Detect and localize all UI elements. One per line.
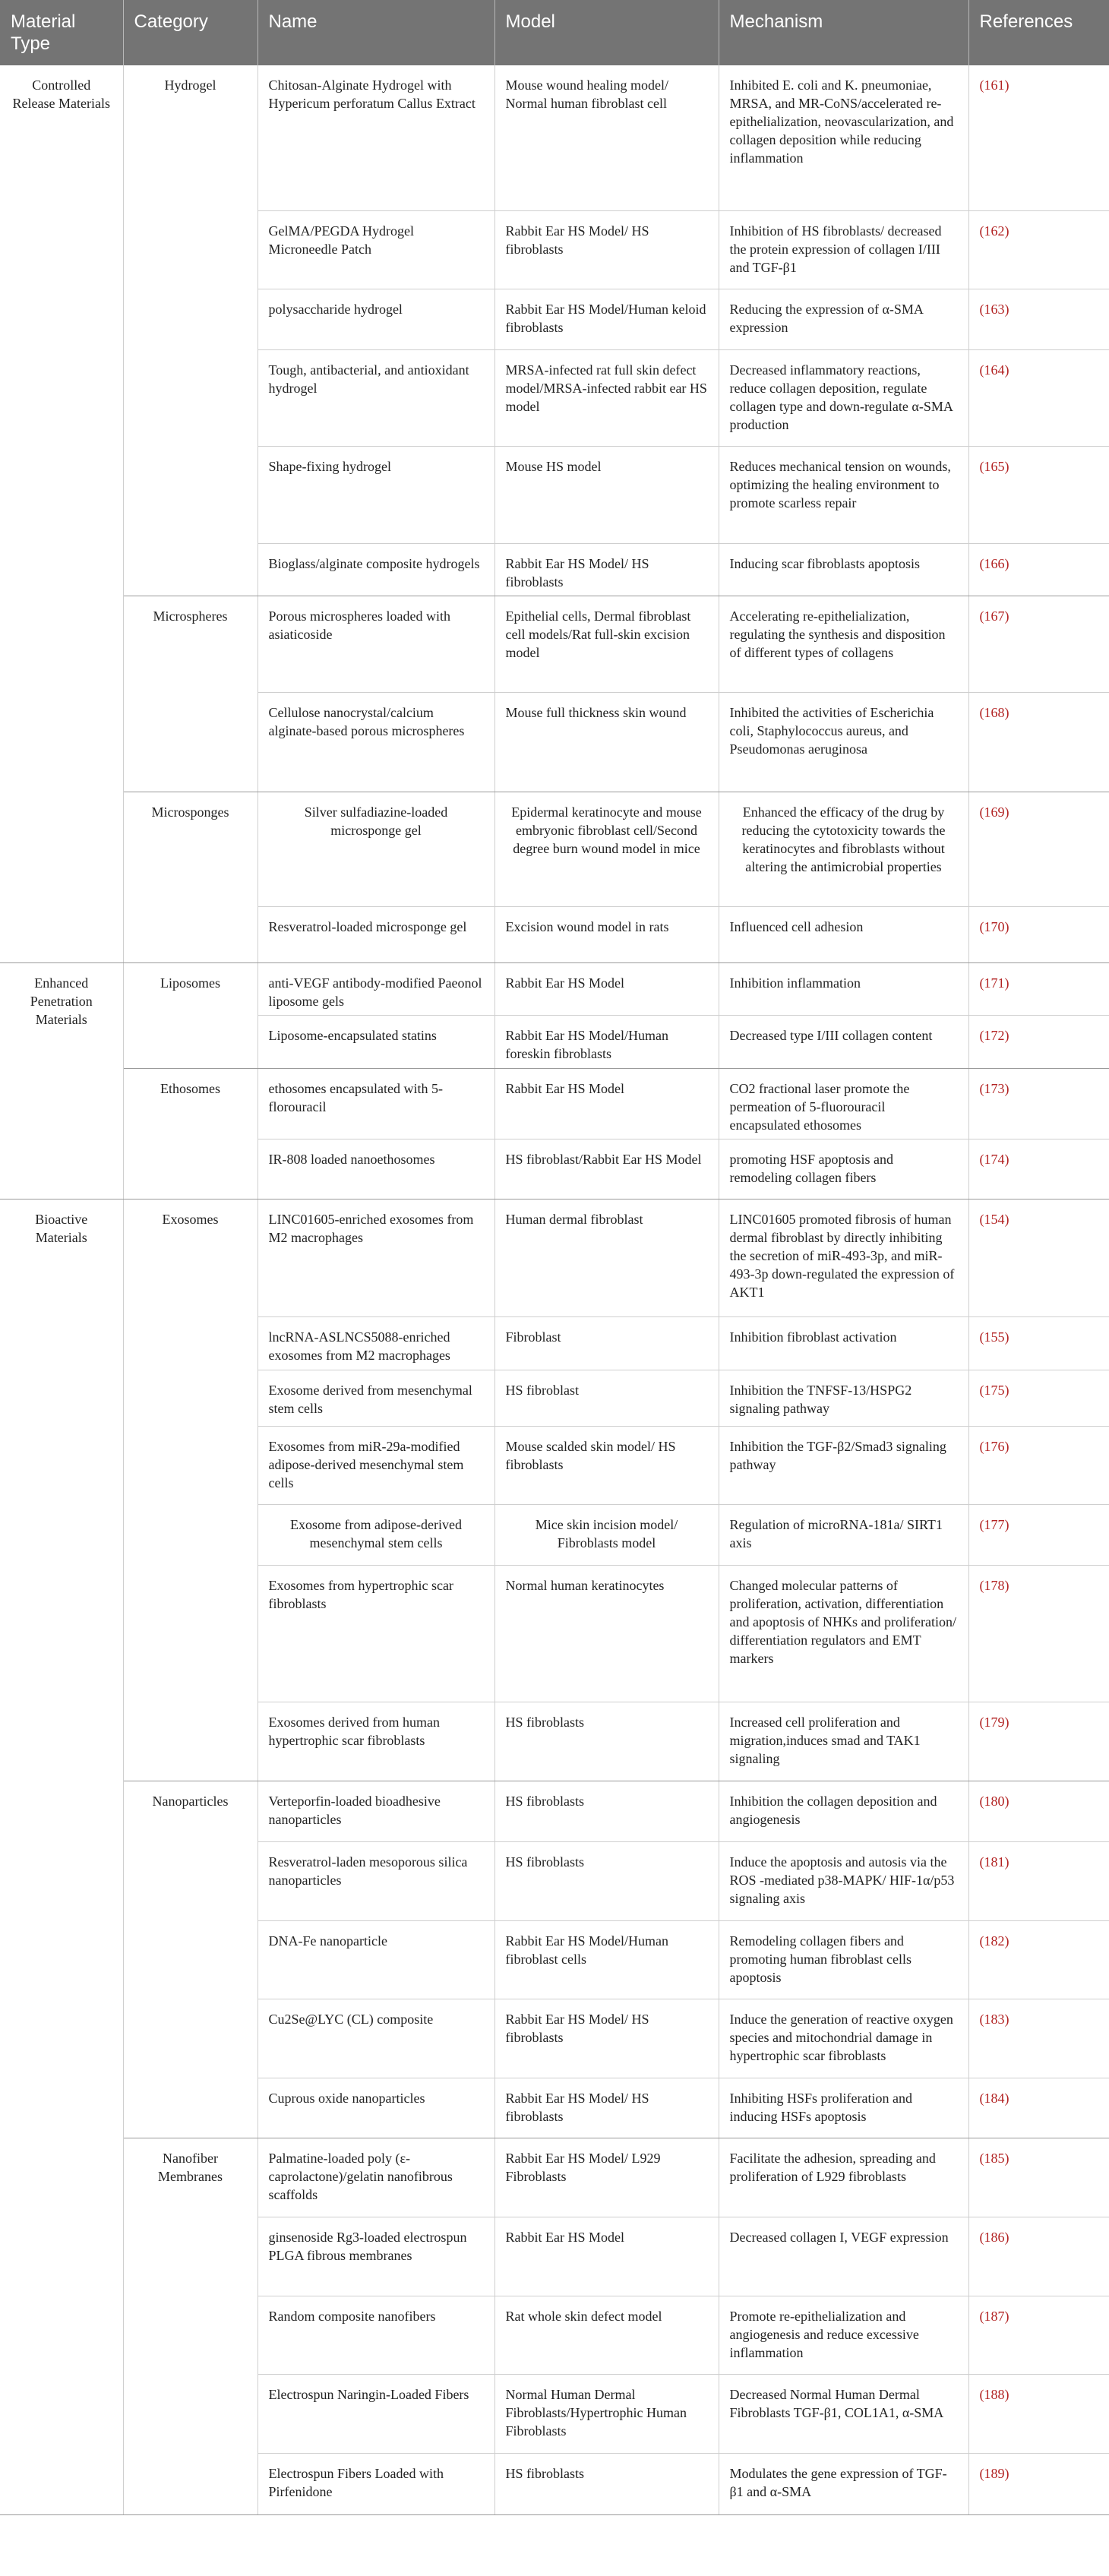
name-cell: ginsenoside Rg3-loaded electrospun PLGA fibrous membranes	[258, 2217, 494, 2296]
reference-link[interactable]: (170)	[968, 906, 1109, 962]
mechanism-cell: Inhibition the TGF-β2/Smad3 signaling pathway	[719, 1426, 968, 1504]
mechanism-cell: Changed molecular patterns of proliferation, activation, differentiation and apoptosis of NHKs and proliferation/ differentiation regulators and EMT markers	[719, 1565, 968, 1702]
mechanism-cell: Regulation of microRNA-181a/ SIRT1 axis	[719, 1504, 968, 1565]
model-cell: Rabbit Ear HS Model/ HS fibroblasts	[494, 1999, 719, 2078]
reference-link[interactable]: (166)	[968, 543, 1109, 596]
mechanism-cell: Enhanced the efficacy of the drug by reducing the cytotoxicity towards the keratinocytes and fibroblasts without altering the antimicrobial properties	[719, 792, 968, 906]
table-row	[0, 792, 1109, 906]
reference-link[interactable]: (171)	[968, 962, 1109, 1015]
table-row	[0, 65, 1109, 210]
model-cell: Mouse HS model	[494, 446, 719, 543]
mechanism-cell: Induce the apoptosis and autosis via the ROS -mediated p38-MAPK/ HIF-1α/p53 signaling axis	[719, 1841, 968, 1920]
model-cell: Rabbit Ear HS Model/ HS fibroblasts	[494, 543, 719, 596]
header-material-type: Material Type	[0, 0, 123, 65]
mechanism-cell: Decreased collagen I, VEGF expression	[719, 2217, 968, 2296]
name-cell: Tough, antibacterial, and antioxidant hydrogel	[258, 349, 494, 446]
mechanism-cell: Inhibition the collagen deposition and angiogenesis	[719, 1781, 968, 1841]
table-row	[0, 962, 1109, 1015]
table-header	[0, 0, 1109, 65]
name-cell: Cu2Se@LYC (CL) composite	[258, 1999, 494, 2078]
category-cell: Exosomes	[123, 1199, 258, 1781]
reference-link[interactable]: (181)	[968, 1841, 1109, 1920]
reference-link[interactable]: (185)	[968, 2138, 1109, 2217]
reference-link[interactable]: (187)	[968, 2296, 1109, 2374]
name-cell: Porous microspheres loaded with asiaticoside	[258, 596, 494, 692]
model-cell: Rat whole skin defect model	[494, 2296, 719, 2374]
name-cell: Electrospun Naringin-Loaded Fibers	[258, 2374, 494, 2453]
model-cell: Rabbit Ear HS Model	[494, 2217, 719, 2296]
mechanism-cell: Inducing scar fibroblasts apoptosis	[719, 543, 968, 596]
header-name: Name	[258, 0, 494, 65]
category-cell: Ethosomes	[123, 1068, 258, 1199]
mechanism-cell: Decreased type I/III collagen content	[719, 1015, 968, 1068]
model-cell: Mice skin incision model/ Fibroblasts model	[494, 1504, 719, 1565]
reference-link[interactable]: (179)	[968, 1702, 1109, 1781]
reference-link[interactable]: (165)	[968, 446, 1109, 543]
reference-link[interactable]: (168)	[968, 692, 1109, 792]
reference-link[interactable]: (188)	[968, 2374, 1109, 2453]
name-cell: Shape-fixing hydrogel	[258, 446, 494, 543]
reference-link[interactable]: (172)	[968, 1015, 1109, 1068]
reference-link[interactable]: (176)	[968, 1426, 1109, 1504]
model-cell: Rabbit Ear HS Model/ L929 Fibroblasts	[494, 2138, 719, 2217]
name-cell: Cellulose nanocrystal/calcium alginate-based porous microspheres	[258, 692, 494, 792]
name-cell: LINC01605-enriched exosomes from M2 macrophages	[258, 1199, 494, 1316]
header-category: Category	[123, 0, 258, 65]
mechanism-cell: Decreased Normal Human Dermal Fibroblasts TGF-β1, COL1A1, α-SMA	[719, 2374, 968, 2453]
name-cell: Exosomes derived from human hypertrophic scar fibroblasts	[258, 1702, 494, 1781]
reference-link[interactable]: (162)	[968, 210, 1109, 289]
category-cell: Microspheres	[123, 596, 258, 792]
reference-link[interactable]: (164)	[968, 349, 1109, 446]
model-cell: Normal Human Dermal Fibroblasts/Hypertrophic Human Fibroblasts	[494, 2374, 719, 2453]
model-cell: Rabbit Ear HS Model	[494, 962, 719, 1015]
table-row	[0, 1781, 1109, 1841]
mechanism-cell: Reduces mechanical tension on wounds, optimizing the healing environment to promote scarless repair	[719, 446, 968, 543]
mechanism-cell: Inhibited the activities of Escherichia coli, Staphylococcus aureus, and Pseudomonas aeruginosa	[719, 692, 968, 792]
reference-link[interactable]: (180)	[968, 1781, 1109, 1841]
mechanism-cell: Inhibition the TNFSF-13/HSPG2 signaling pathway	[719, 1370, 968, 1426]
name-cell: Exosome from adipose-derived mesenchymal stem cells	[258, 1504, 494, 1565]
mechanism-cell: Facilitate the adhesion, spreading and proliferation of L929 fibroblasts	[719, 2138, 968, 2217]
name-cell: Exosome derived from mesenchymal stem cells	[258, 1370, 494, 1426]
mechanism-cell: Inhibition fibroblast activation	[719, 1316, 968, 1370]
name-cell: Resveratrol-laden mesoporous silica nanoparticles	[258, 1841, 494, 1920]
table-row	[0, 1199, 1109, 1316]
name-cell: Random composite nanofibers	[258, 2296, 494, 2374]
reference-link[interactable]: (155)	[968, 1316, 1109, 1370]
model-cell: Epithelial cells, Dermal fibroblast cell models/Rat full-skin excision model	[494, 596, 719, 692]
model-cell: Rabbit Ear HS Model/Human keloid fibroblasts	[494, 289, 719, 349]
mechanism-cell: Decreased inflammatory reactions, reduce collagen deposition, regulate collagen type and down-regulate α-SMA production	[719, 349, 968, 446]
category-cell: Nanoparticles	[123, 1781, 258, 2138]
name-cell: Cuprous oxide nanoparticles	[258, 2078, 494, 2138]
mechanism-cell: Promote re-epithelialization and angiogenesis and reduce excessive inflammation	[719, 2296, 968, 2374]
model-cell: Normal human keratinocytes	[494, 1565, 719, 1702]
model-cell: HS fibroblasts	[494, 1781, 719, 1841]
mechanism-cell: Inhibiting HSFs proliferation and inducing HSFs apoptosis	[719, 2078, 968, 2138]
name-cell: GelMA/PEGDA Hydrogel Microneedle Patch	[258, 210, 494, 289]
name-cell: Exosomes from miR-29a-modified adipose-derived mesenchymal stem cells	[258, 1426, 494, 1504]
table-row	[0, 2138, 1109, 2217]
category-cell: Liposomes	[123, 962, 258, 1068]
name-cell: Exosomes from hypertrophic scar fibroblasts	[258, 1565, 494, 1702]
reference-link[interactable]: (183)	[968, 1999, 1109, 2078]
model-cell: HS fibroblast/Rabbit Ear HS Model	[494, 1139, 719, 1199]
model-cell: Rabbit Ear HS Model/ HS fibroblasts	[494, 210, 719, 289]
material-type-cell: Enhanced Penetration Materials	[0, 962, 123, 1199]
model-cell: Rabbit Ear HS Model/Human foreskin fibroblasts	[494, 1015, 719, 1068]
model-cell: Human dermal fibroblast	[494, 1199, 719, 1316]
model-cell: HS fibroblasts	[494, 1702, 719, 1781]
category-cell: Microsponges	[123, 792, 258, 962]
reference-link[interactable]: (178)	[968, 1565, 1109, 1702]
model-cell: Rabbit Ear HS Model	[494, 1068, 719, 1139]
category-cell: Hydrogel	[123, 65, 258, 596]
model-cell: Fibroblast	[494, 1316, 719, 1370]
model-cell: Rabbit Ear HS Model/Human fibroblast cells	[494, 1920, 719, 1999]
reference-link[interactable]: (173)	[968, 1068, 1109, 1139]
header-mechanism: Mechanism	[719, 0, 968, 65]
reference-link[interactable]: (177)	[968, 1504, 1109, 1565]
name-cell: Bioglass/alginate composite hydrogels	[258, 543, 494, 596]
model-cell: Mouse scalded skin model/ HS fibroblasts	[494, 1426, 719, 1504]
table-row	[0, 596, 1109, 692]
mechanism-cell: Increased cell proliferation and migration,induces smad and TAK1 signaling	[719, 1702, 968, 1781]
category-cell: Nanofiber Membranes	[123, 2138, 258, 2514]
model-cell: Rabbit Ear HS Model/ HS fibroblasts	[494, 2078, 719, 2138]
name-cell: Electrospun Fibers Loaded with Pirfenidone	[258, 2453, 494, 2514]
name-cell: IR-808 loaded nanoethosomes	[258, 1139, 494, 1199]
name-cell: Resveratrol-loaded microsponge gel	[258, 906, 494, 962]
model-cell: HS fibroblasts	[494, 1841, 719, 1920]
name-cell: Liposome-encapsulated statins	[258, 1015, 494, 1068]
reference-link[interactable]: (174)	[968, 1139, 1109, 1199]
mechanism-cell: Accelerating re-epithelialization, regulating the synthesis and disposition of different types of collagens	[719, 596, 968, 692]
mechanism-cell: Inhibition of HS fibroblasts/ decreased the protein expression of collagen I/III and TGF-β1	[719, 210, 968, 289]
table-body	[0, 65, 1109, 2514]
name-cell: Silver sulfadiazine-loaded microsponge gel	[258, 792, 494, 906]
reference-link[interactable]: (175)	[968, 1370, 1109, 1426]
reference-link[interactable]: (182)	[968, 1920, 1109, 1999]
model-cell: Mouse wound healing model/ Normal human fibroblast cell	[494, 65, 719, 210]
model-cell: HS fibroblast	[494, 1370, 719, 1426]
reference-link[interactable]: (189)	[968, 2453, 1109, 2514]
name-cell: lncRNA-ASLNCS5088-enriched exosomes from M2 macrophages	[258, 1316, 494, 1370]
mechanism-cell: CO2 fractional laser promote the permeation of 5-fluorouracil encapsulated ethosomes	[719, 1068, 968, 1139]
name-cell: Chitosan-Alginate Hydrogel with Hypericum perforatum Callus Extract	[258, 65, 494, 210]
reference-link[interactable]: (167)	[968, 596, 1109, 692]
model-cell: Mouse full thickness skin wound	[494, 692, 719, 792]
mechanism-cell: Modulates the gene expression of TGF-β1 and α-SMA	[719, 2453, 968, 2514]
model-cell: Excision wound model in rats	[494, 906, 719, 962]
mechanism-cell: promoting HSF apoptosis and remodeling collagen fibers	[719, 1139, 968, 1199]
reference-link[interactable]: (184)	[968, 2078, 1109, 2138]
model-cell: Epidermal keratinocyte and mouse embryonic fibroblast cell/Second degree burn wound model in mice	[494, 792, 719, 906]
name-cell: Palmatine-loaded poly (ε-caprolactone)/gelatin nanofibrous scaffolds	[258, 2138, 494, 2217]
mechanism-cell: Influenced cell adhesion	[719, 906, 968, 962]
name-cell: DNA-Fe nanoparticle	[258, 1920, 494, 1999]
reference-link[interactable]: (169)	[968, 792, 1109, 906]
reference-link[interactable]: (154)	[968, 1199, 1109, 1316]
model-cell: MRSA-infected rat full skin defect model/MRSA-infected rabbit ear HS model	[494, 349, 719, 446]
reference-link[interactable]: (163)	[968, 289, 1109, 349]
header-references: References	[968, 0, 1109, 65]
name-cell: Verteporfin-loaded bioadhesive nanoparticles	[258, 1781, 494, 1841]
reference-link[interactable]: (161)	[968, 65, 1109, 210]
reference-link[interactable]: (186)	[968, 2217, 1109, 2296]
material-type-cell: Bioactive Materials	[0, 1199, 123, 2514]
mechanism-cell: Reducing the expression of α-SMA expression	[719, 289, 968, 349]
header-model: Model	[494, 0, 719, 65]
name-cell: polysaccharide hydrogel	[258, 289, 494, 349]
mechanism-cell: Inhibition inflammation	[719, 962, 968, 1015]
material-type-cell: Controlled Release Materials	[0, 65, 123, 962]
name-cell: ethosomes encapsulated with 5-florouracil	[258, 1068, 494, 1139]
mechanism-cell: Inhibited E. coli and K. pneumoniae, MRSA, and MR-CoNS/accelerated re-epithelialization, neovascularization, and collagen deposition while reducing inflammation	[719, 65, 968, 210]
mechanism-cell: Induce the generation of reactive oxygen species and mitochondrial damage in hypertrophic scar fibroblasts	[719, 1999, 968, 2078]
mechanism-cell: LINC01605 promoted fibrosis of human dermal fibroblast by directly inhibiting the secretion of miR-493-3p, and miR-493-3p down-regulated the expression of AKT1	[719, 1199, 968, 1316]
name-cell: anti-VEGF antibody-modified Paeonol liposome gels	[258, 962, 494, 1015]
mechanism-cell: Remodeling collagen fibers and promoting human fibroblast cells apoptosis	[719, 1920, 968, 1999]
table-row	[0, 1068, 1109, 1139]
model-cell: HS fibroblasts	[494, 2453, 719, 2514]
